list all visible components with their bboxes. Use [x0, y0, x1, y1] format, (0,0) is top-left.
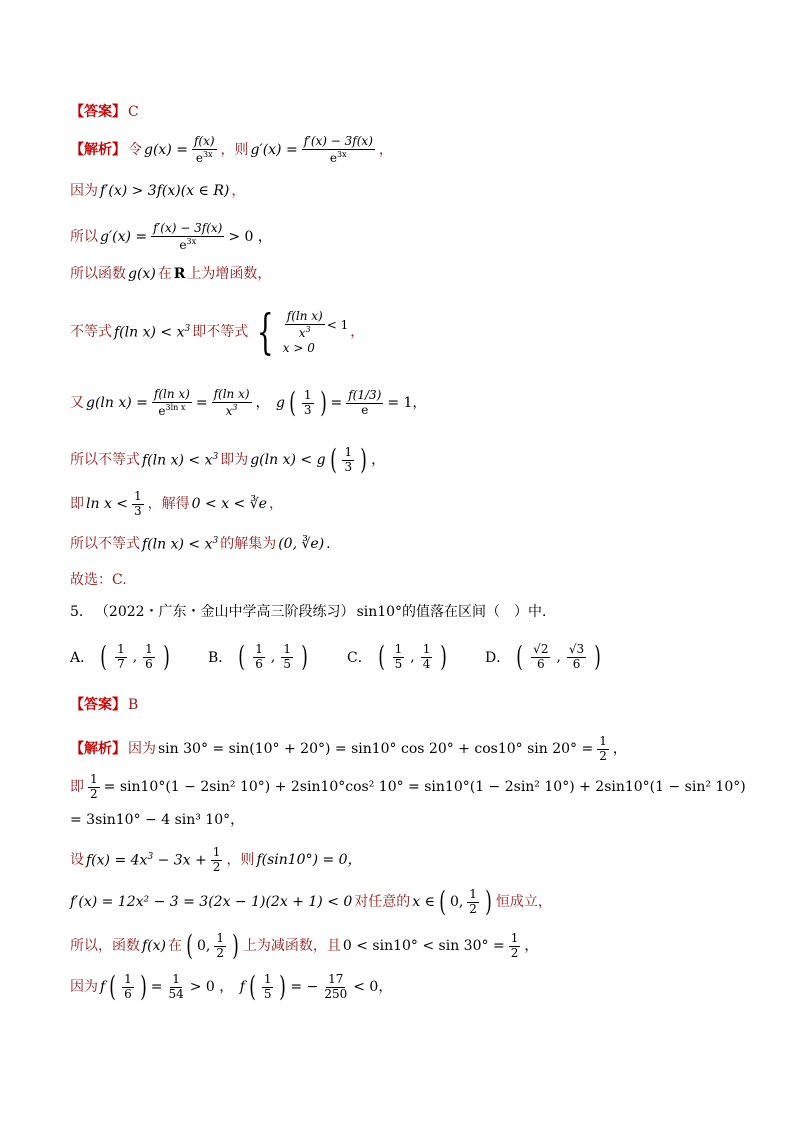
q5-analysis-line-5: f′(x) = 12x² − 3 = 3(2x − 1)(2x + 1) < 0 对任意的 x ∈ ( 0, $\frac{1}{2}$ ) 恒成立，	[70, 885, 552, 919]
q4-answer-line	[70, 105, 139, 119]
q5-answer-line	[70, 698, 138, 712]
answer-value: B	[128, 697, 139, 713]
text: 因为	[128, 741, 156, 758]
text: 即	[70, 779, 84, 796]
math: f(ln $x) < x^3$	[142, 536, 219, 553]
question-number: 5．	[70, 604, 93, 620]
text: ，	[231, 183, 246, 199]
q5-analysis-line-1: 【解析】 因为 sin 30° = sin(10° + 20°) = sin10° cos 20° + cos10° sin 20° = $\frac{1}{2}$ ，	[70, 734, 627, 763]
math: f(x)	[142, 938, 167, 955]
math: x ∈	[412, 894, 435, 911]
math: g(ln x) < g	[250, 452, 326, 469]
text: 的解集为	[220, 536, 277, 553]
fraction: $\frac{\text{f(ln x)}}{e^{3ln x}}$	[153, 387, 190, 418]
text: 所以	[70, 229, 98, 246]
fraction: $\frac{1}{3}$	[344, 445, 353, 474]
q4-analysis-line-9	[70, 537, 331, 552]
fraction: $\frac{1}{54}$	[168, 972, 184, 1001]
option-label: C．	[347, 650, 372, 667]
fraction: $\frac{17}{250}$	[324, 972, 348, 1001]
text: 即为	[220, 452, 249, 469]
math: g(x)	[128, 266, 156, 282]
math: 0 < x < ∛e	[191, 496, 267, 513]
math: sin 30° = sin(10° + 20°) = sin10° cos 20° + cos10° sin 20° =	[158, 741, 594, 758]
math: f(ln $x) < x^3$	[142, 451, 219, 469]
option-label: B．	[208, 650, 233, 667]
q4-analysis-line-4	[70, 267, 271, 281]
text: 所以不等式	[70, 536, 140, 553]
text: ，则	[226, 852, 255, 869]
fraction: $\frac{1}{3}$	[303, 388, 312, 417]
math: f′(x) = 12x² − 3 = 3(2x − 1)(2x + 1) < 0	[70, 894, 353, 911]
math: f(sin10°) = 0，	[256, 852, 362, 869]
text: 设	[70, 852, 84, 869]
q5-analysis-line-6: 所以，函数 f(x) 在 ( 0, $\frac{1}{2}$ ) 上为减函数，且 0 < sin10° < sin 30° = $\frac{1}{2}$ ，	[70, 929, 539, 963]
text: 所以函数	[70, 266, 126, 282]
answer-tag: 【答案】	[70, 104, 126, 120]
text: 对任意的	[354, 894, 411, 911]
q4-analysis-line-2	[70, 184, 245, 198]
text: 上为增函数，	[187, 266, 272, 282]
fraction: $\frac{1}{2}$	[216, 931, 224, 960]
text: ，则	[220, 142, 249, 159]
text: .	[326, 536, 331, 553]
text: ，	[378, 142, 393, 159]
fraction: $\frac{1}{3}$	[134, 489, 142, 518]
answer-value: C	[128, 104, 139, 120]
text: 因为	[70, 183, 98, 199]
text: > 0 ，	[228, 229, 272, 246]
math: g(ln x) =	[86, 395, 148, 412]
text: 令	[128, 142, 142, 159]
q4-analysis-line-5	[70, 304, 365, 360]
fraction: $\frac{1}{6}$	[124, 972, 132, 1001]
fraction: $\frac{f'(x) - 3f(x)}{e^{3x}}$	[303, 134, 373, 165]
math: g	[276, 395, 285, 412]
brace: {	[257, 304, 274, 360]
fraction: $\frac{1}{2}$	[212, 845, 221, 874]
math: (0, ∛e)	[278, 536, 325, 553]
q4-analysis-line-3	[70, 222, 272, 253]
fraction: $\frac{f(x)}{e^{3x}}$	[193, 134, 215, 165]
q4-analysis-line-7: 所以不等式 f(ln $x) < x^3$ 即为 g(ln x) < g ( $\frac{1}{3}$ ) ，	[70, 443, 386, 477]
fraction: $\frac{f(1/3)}{e}$	[348, 388, 382, 417]
text: 所以不等式	[70, 452, 140, 469]
math: f′(x) > 3f(x)(x ∈ R)	[100, 183, 230, 199]
math: ln x <	[86, 496, 129, 513]
fraction: $\frac{f'(x) - 3f(x)}{e^{3x}}$	[153, 221, 223, 252]
text: 因为	[70, 979, 98, 996]
option-d: D． ( $\frac{√2}{6}$ , $\frac{√3}{6}$ )	[485, 640, 601, 674]
fraction: $\frac{1}{2}$	[90, 772, 98, 801]
fraction: $\frac{\text{f(ln x)}}{x^3}$	[213, 387, 250, 418]
math: f	[100, 979, 106, 996]
q4-analysis-line-1	[70, 135, 393, 166]
text: 又	[70, 395, 84, 412]
answer-tag: 【答案】	[70, 697, 126, 713]
math: f(ln $x) < x^3$	[114, 323, 191, 341]
q5-analysis-line-2	[70, 773, 746, 802]
q5-analysis-line-4	[70, 846, 362, 875]
math: = 3sin10° − 4 sin³ 10°，	[70, 812, 245, 828]
text: ，	[350, 324, 365, 340]
q5-analysis-line-7: 因为 f ( $\frac{1}{6}$ ) = $\frac{1}{54}$ > 0 ， f ( $\frac{1}{5}$ ) = − $\frac{17}{250}$ < 0，	[70, 970, 393, 1004]
option-b: B． ( $\frac{1}{6}$ , $\frac{1}{5}$ )	[208, 640, 308, 674]
text: ，	[268, 496, 283, 513]
text: 即不等式	[192, 324, 249, 340]
text: 上为减函数，且	[242, 938, 341, 955]
analysis-tag: 【解析】	[70, 741, 126, 758]
fraction: $\frac{1}{2}$	[599, 734, 607, 763]
math: f	[239, 979, 245, 996]
text: 不等式	[70, 324, 112, 340]
math: g′(x) =	[250, 142, 298, 159]
fraction: $\frac{1}{2}$	[510, 931, 519, 960]
math: g′(x) =	[100, 229, 148, 246]
option-a: A． ( $\frac{1}{7}$ , $\frac{1}{6}$ )	[70, 640, 170, 674]
text: 在	[168, 938, 183, 955]
option-label: A．	[70, 650, 95, 667]
text: 恒成立，	[495, 894, 552, 911]
fraction: $\frac{1}{2}$	[469, 887, 477, 916]
text: 即	[70, 496, 84, 513]
inequality-system: $\frac{\text{f(ln x)}}{x^3}$ < 1 x > 0	[282, 308, 349, 356]
question-source: （2022・广东・金山中学高三阶段练习）	[94, 604, 355, 620]
option-c: C． ( $\frac{1}{5}$ , $\frac{1}{4}$ )	[347, 640, 448, 674]
q5-analysis-line-3	[70, 813, 244, 827]
analysis-tag: 【解析】	[70, 142, 126, 159]
text: R	[173, 266, 186, 282]
q5-stem	[70, 605, 556, 619]
question-text: sin10°的值落在区间（ ）中．	[356, 604, 557, 620]
fraction: $\frac{1}{5}$	[263, 972, 272, 1001]
q4-analysis-line-6: 又 g(ln x) = $\frac{\text{f(ln x)}}{e^{3ln x}}$ = $\frac{\text{f(ln x)}}{x^3}$ ， g ( $\frac{1}{3}$ ) = $\frac{f(1/3)}{e}$ = 1，	[70, 386, 427, 420]
text: 故选：C.	[70, 572, 127, 588]
math: $f(x) = 4x^3 - 3x$ +	[86, 851, 207, 869]
math: = sin10°(1 − 2sin² 10°) + 2sin10°cos² 10° = sin10°(1 − 2sin² 10°) + 2sin10°(1 − sin² 10°)	[103, 779, 746, 796]
text: ，解得	[147, 496, 190, 513]
text: 所以，函数	[70, 938, 140, 955]
q4-analysis-line-8	[70, 490, 283, 519]
math: 0 < sin10° < sin 30° =	[342, 938, 505, 955]
text: 在	[157, 266, 172, 282]
option-label: D．	[485, 650, 511, 667]
q4-conclusion	[70, 573, 127, 587]
math: g(x) =	[144, 142, 188, 159]
